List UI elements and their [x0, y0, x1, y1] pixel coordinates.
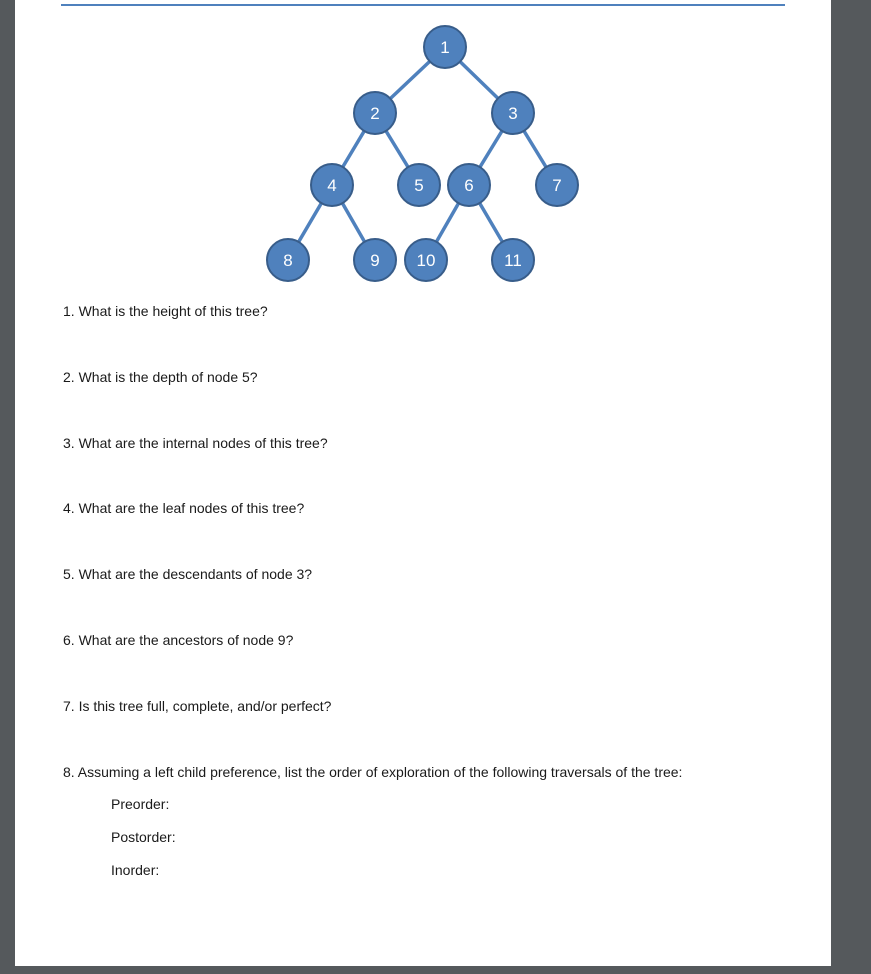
tree-node-label: 1	[440, 38, 450, 57]
inorder-label: Inorder:	[111, 862, 160, 878]
document-page	[15, 0, 831, 966]
tree-node-9	[354, 239, 396, 281]
binary-tree-diagram	[15, 0, 831, 300]
question-3: 3. What are the internal nodes of this tree?	[63, 435, 328, 451]
tree-node-label: 6	[464, 176, 474, 195]
tree-node-label: 11	[504, 251, 522, 270]
tree-node-label: 2	[370, 104, 380, 123]
question-8: 8. Assuming a left child preference, list the order of exploration of the following traversals of the tree:	[63, 764, 683, 780]
question-5: 5. What are the descendants of node 3?	[63, 566, 313, 582]
tree-node-6	[448, 164, 490, 206]
question-1: 1. What is the height of this tree?	[63, 303, 268, 319]
tree-node-label: 8	[283, 251, 293, 270]
tree-node-label: 3	[508, 104, 518, 123]
postorder-label: Postorder:	[111, 829, 176, 845]
tree-node-label: 10	[416, 251, 436, 270]
tree-node-11	[492, 239, 534, 281]
tree-node-label: 4	[327, 176, 337, 195]
tree-node-label: 9	[370, 251, 380, 270]
tree-node-label: 5	[414, 176, 424, 195]
tree-node-1	[424, 26, 466, 68]
tree-node-4	[311, 164, 353, 206]
question-2: 2. What is the depth of node 5?	[63, 369, 258, 385]
tree-node-7	[536, 164, 578, 206]
tree-node-5	[398, 164, 440, 206]
tree-node-10	[405, 239, 447, 281]
tree-node-2	[354, 92, 396, 134]
tree-node-8	[267, 239, 309, 281]
tree-node-3	[492, 92, 534, 134]
question-6: 6. What are the ancestors of node 9?	[63, 632, 294, 648]
question-4: 4. What are the leaf nodes of this tree?	[63, 500, 305, 516]
tree-node-label: 7	[552, 176, 562, 195]
preorder-label: Preorder:	[111, 796, 170, 812]
question-7: 7. Is this tree full, complete, and/or perfect?	[63, 698, 332, 714]
